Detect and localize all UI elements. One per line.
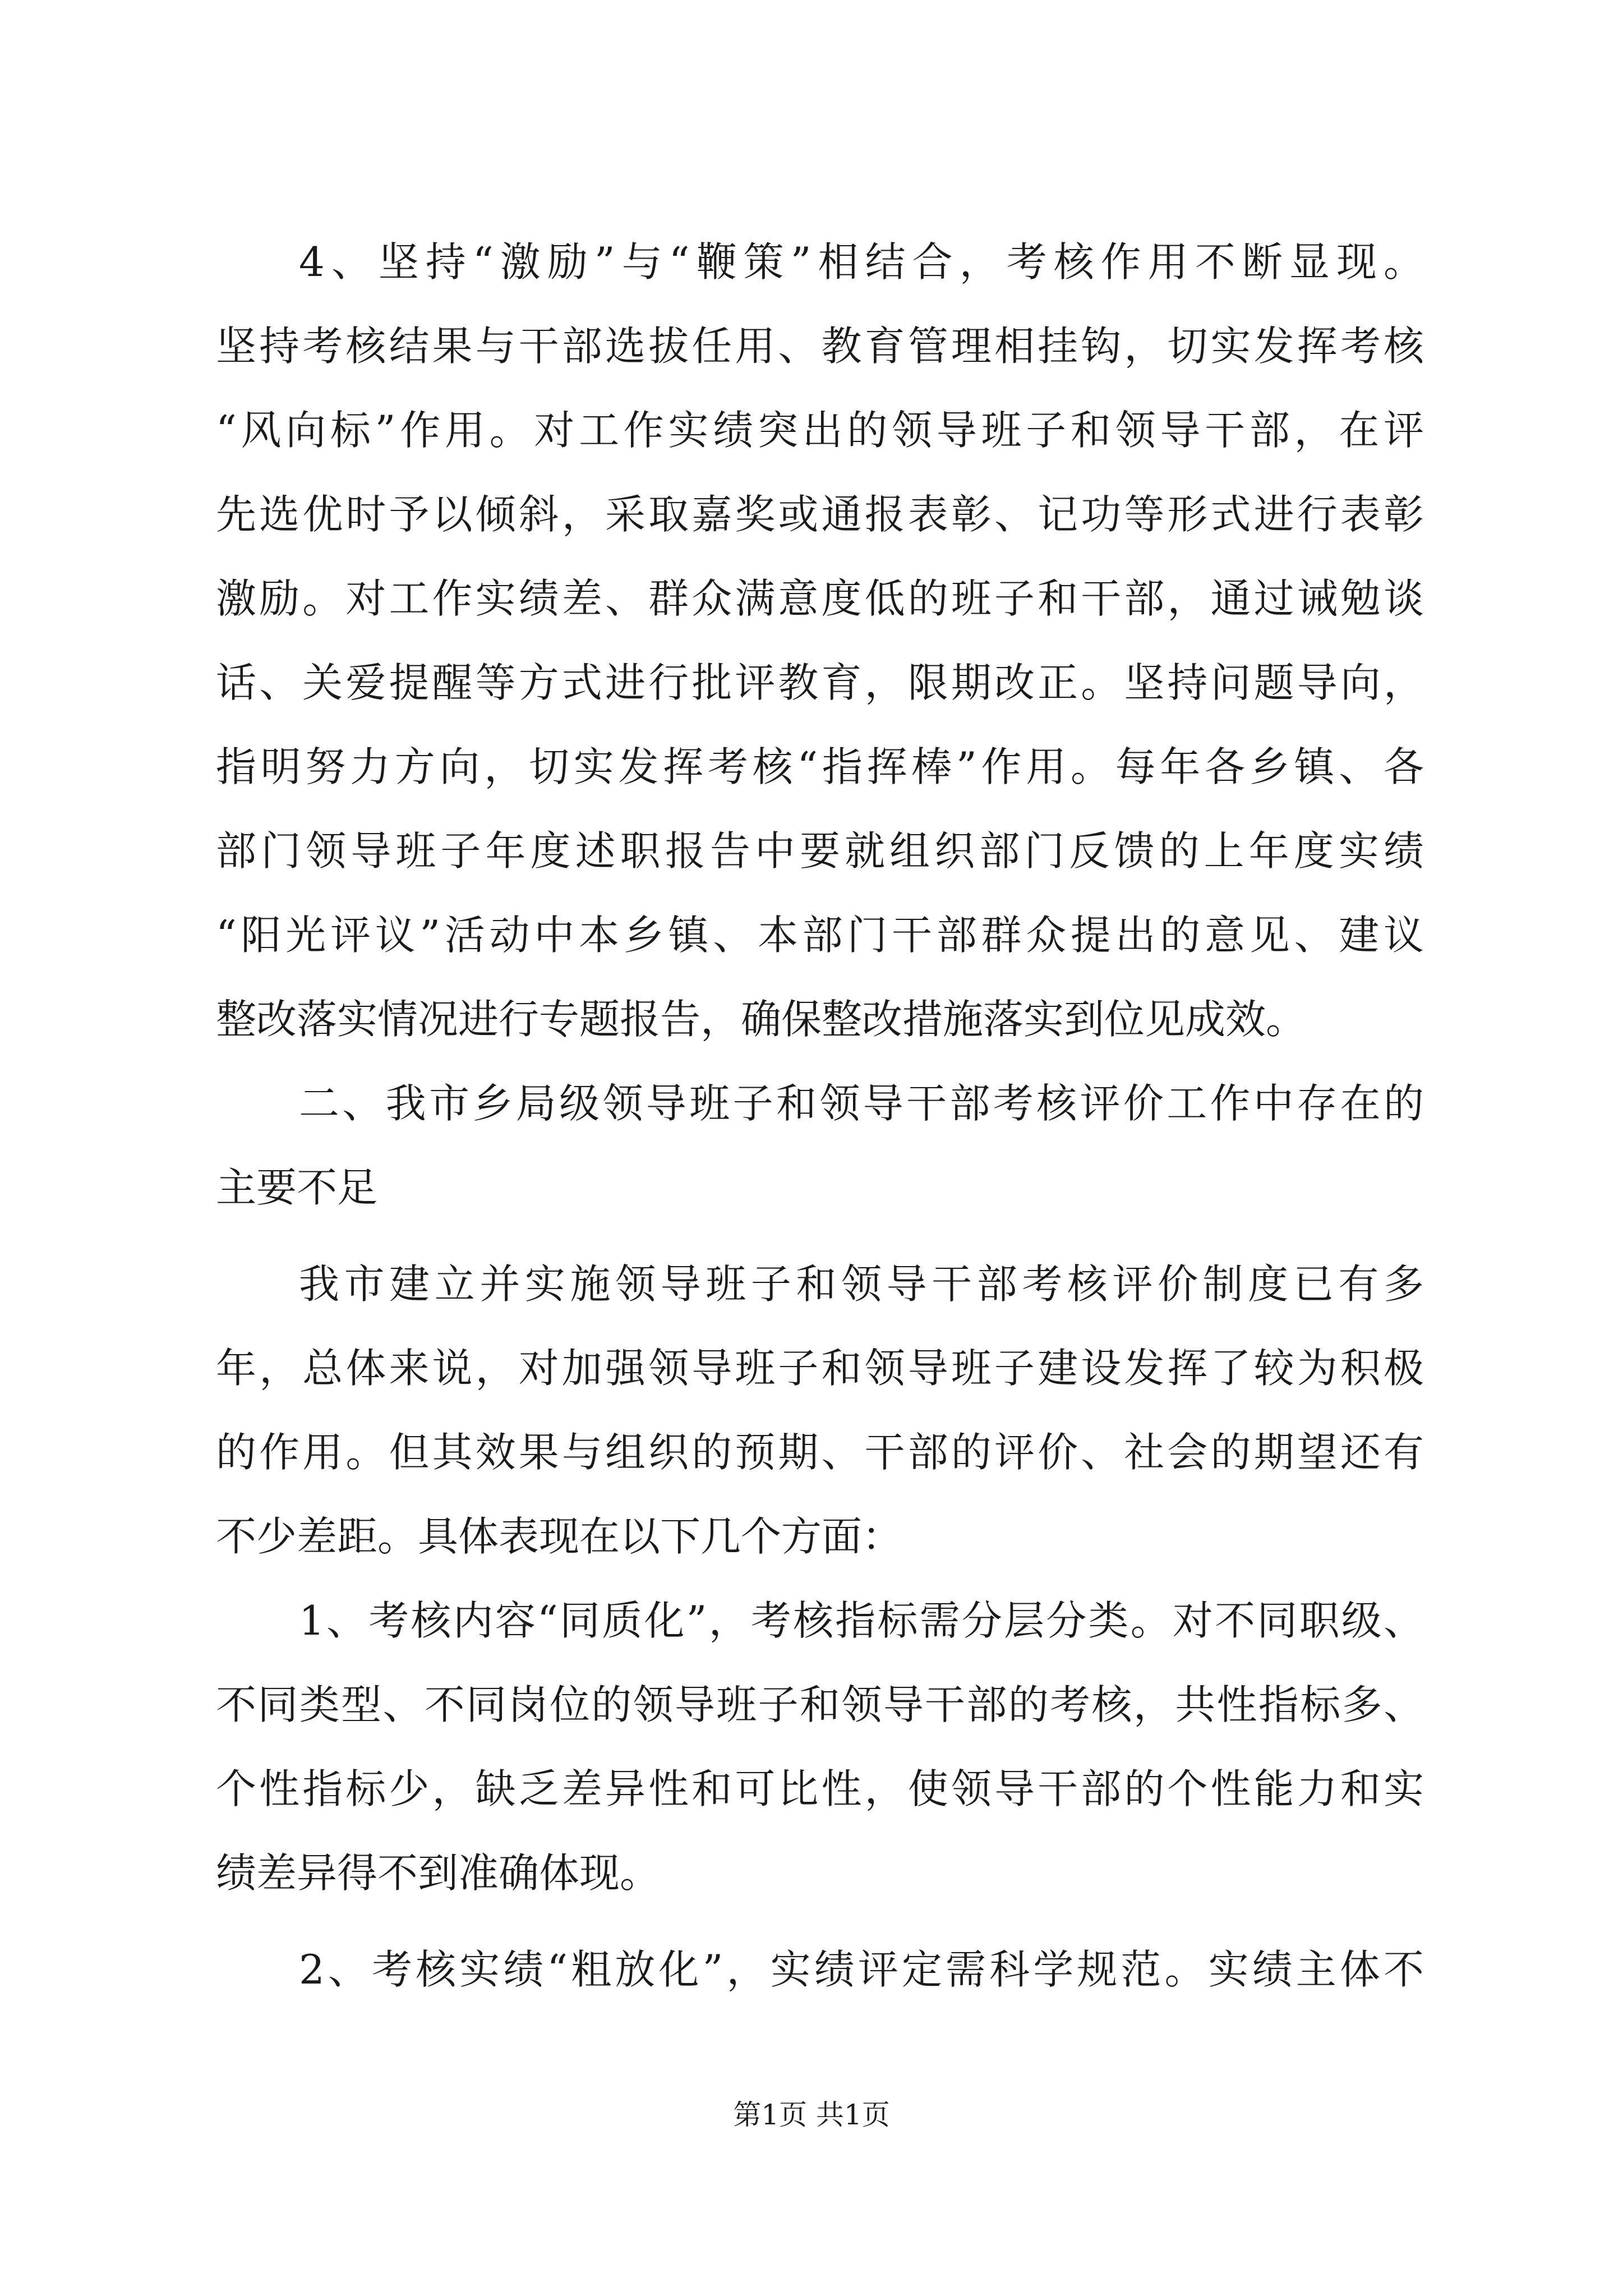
text-line: 主要不足 — [216, 1164, 378, 1211]
text-line: 先选优时予以倾斜，采取嘉奖或通报表彰、记功等形式进行表彰 — [216, 491, 1424, 538]
paragraph-overview — [216, 1242, 1424, 1579]
text-line: 我市建立并实施领导班子和领导干部考核评价制度已有多 — [299, 1260, 1424, 1308]
text-line: 指明努力方向，切实发挥考核“指挥棒”作用。每年各乡镇、各 — [216, 743, 1424, 790]
text-line: 激励。对工作实绩差、群众满意度低的班子和干部，通过诫勉谈 — [216, 575, 1424, 622]
section-heading-shortcomings — [216, 1061, 1424, 1230]
text-line: 1、考核内容“同质化”，考核指标需分层分类。对不同职级、 — [299, 1597, 1424, 1644]
text-line: 坚持考核结果与干部选拔任用、教育管理相挂钩，切实发挥考核 — [216, 323, 1424, 370]
text-line: 的作用。但其效果与组织的预期、干部的评价、社会的期望还有 — [216, 1429, 1424, 1476]
paragraph-4-incentive — [216, 220, 1424, 1061]
document-body — [216, 220, 1424, 2012]
paragraph-1-homogenization — [216, 1579, 1424, 1915]
text-line: 绩差异得不到准确体现。 — [216, 1849, 661, 1897]
text-line: 部门领导班子年度述职报告中要就组织部门反馈的上年度实绩 — [216, 827, 1424, 875]
text-line: 不同类型、不同岗位的领导班子和领导干部的考核，共性指标多、 — [216, 1681, 1424, 1728]
text-line: 二、我市乡局级领导班子和领导干部考核评价工作中存在的 — [299, 1080, 1424, 1127]
text-line: 不少差距。具体表现在以下几个方面： — [216, 1513, 903, 1560]
text-line: 整改落实情况进行专题报告，确保整改措施落实到位见成效。 — [216, 996, 1307, 1043]
text-line: 年，总体来说，对加强领导班子和领导班子建设发挥了较为积极 — [216, 1345, 1424, 1392]
paragraph-2-extensive — [216, 1927, 1424, 2012]
text-line: 4、坚持“激励”与“鞭策”相结合，考核作用不断显现。 — [299, 238, 1424, 286]
text-line: 个性指标少，缺乏差异性和可比性，使领导干部的个性能力和实 — [216, 1765, 1424, 1812]
text-line: “风向标”作用。对工作实绩突出的领导班子和领导干部，在评 — [216, 407, 1424, 454]
text-line: “阳光评议”活动中本乡镇、本部门干部群众提出的意见、建议 — [216, 912, 1424, 959]
text-line: 话、关爱提醒等方式进行批评教育，限期改正。坚持问题导向， — [216, 659, 1424, 706]
text-line: 2、考核实绩“粗放化”，实绩评定需科学规范。实绩主体不 — [299, 1946, 1424, 1993]
page-footer: 第1页 共1页 — [733, 2099, 890, 2131]
